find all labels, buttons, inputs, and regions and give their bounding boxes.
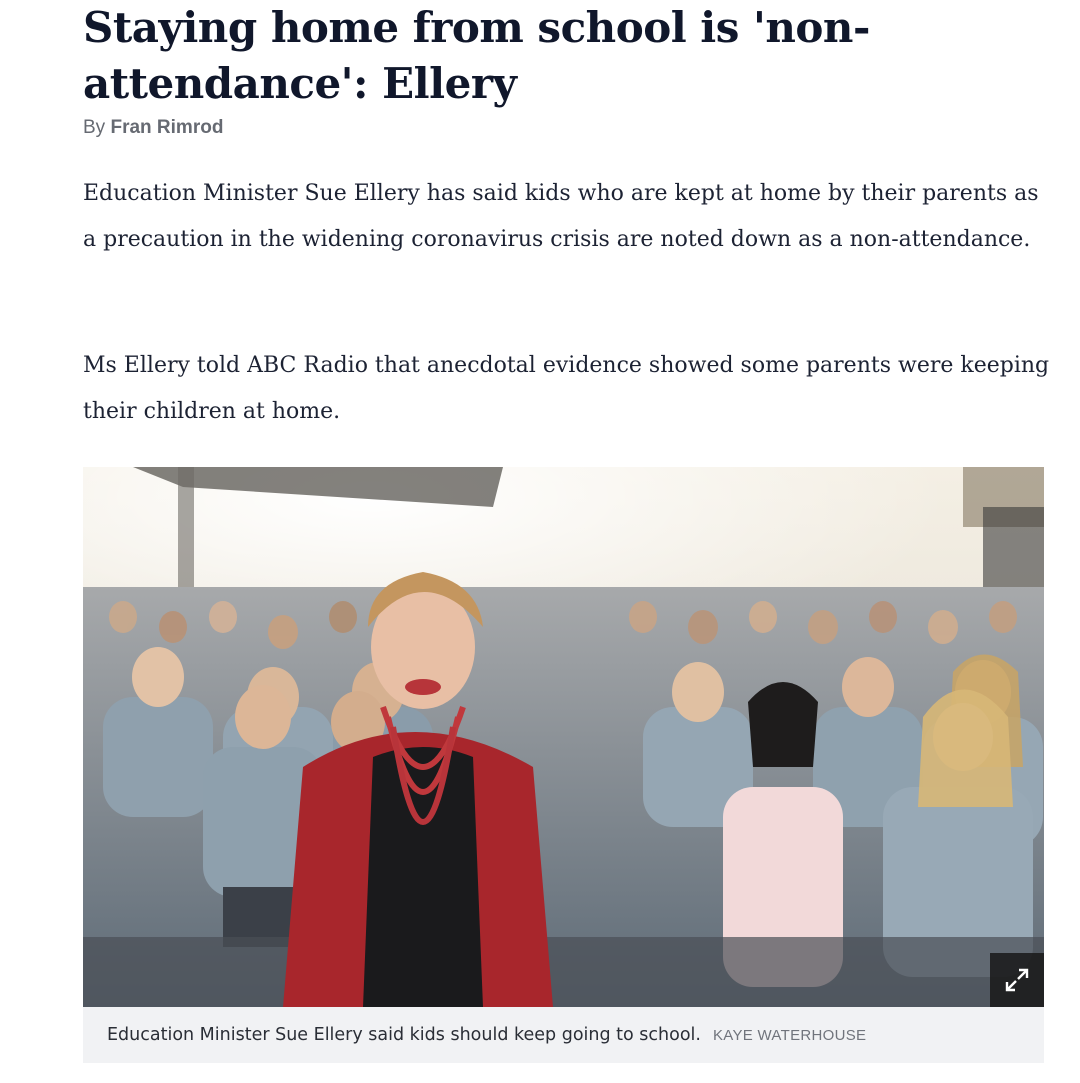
byline-prefix: By — [83, 117, 106, 138]
photo-caption: Education Minister Sue Ellery said kids should keep going to school. — [107, 1025, 701, 1045]
photo-illustration — [83, 467, 1044, 1007]
article-headline: Staying home from school is 'non-attendance': Ellery — [83, 3, 870, 108]
article-paragraph-1: Education Minister Sue Ellery has said kids who are kept at home by their parents as a precaution in the widening coronavirus crisis are noted down as a non-attendance. — [83, 181, 1039, 252]
article-photo[interactable] — [83, 467, 1044, 1007]
photo-credit: KAYE WATERHOUSE — [712, 1026, 867, 1044]
article-paragraph-2: Ms Ellery told ABC Radio that anecdotal evidence showed some parents were keeping their children at home. — [83, 353, 1050, 424]
expand-image-button[interactable] — [990, 953, 1044, 1007]
photo-caption-bar — [83, 1007, 1044, 1063]
byline — [83, 117, 223, 139]
expand-arrows-icon — [1003, 966, 1031, 994]
byline-author-link[interactable]: Fran Rimrod — [110, 117, 224, 138]
